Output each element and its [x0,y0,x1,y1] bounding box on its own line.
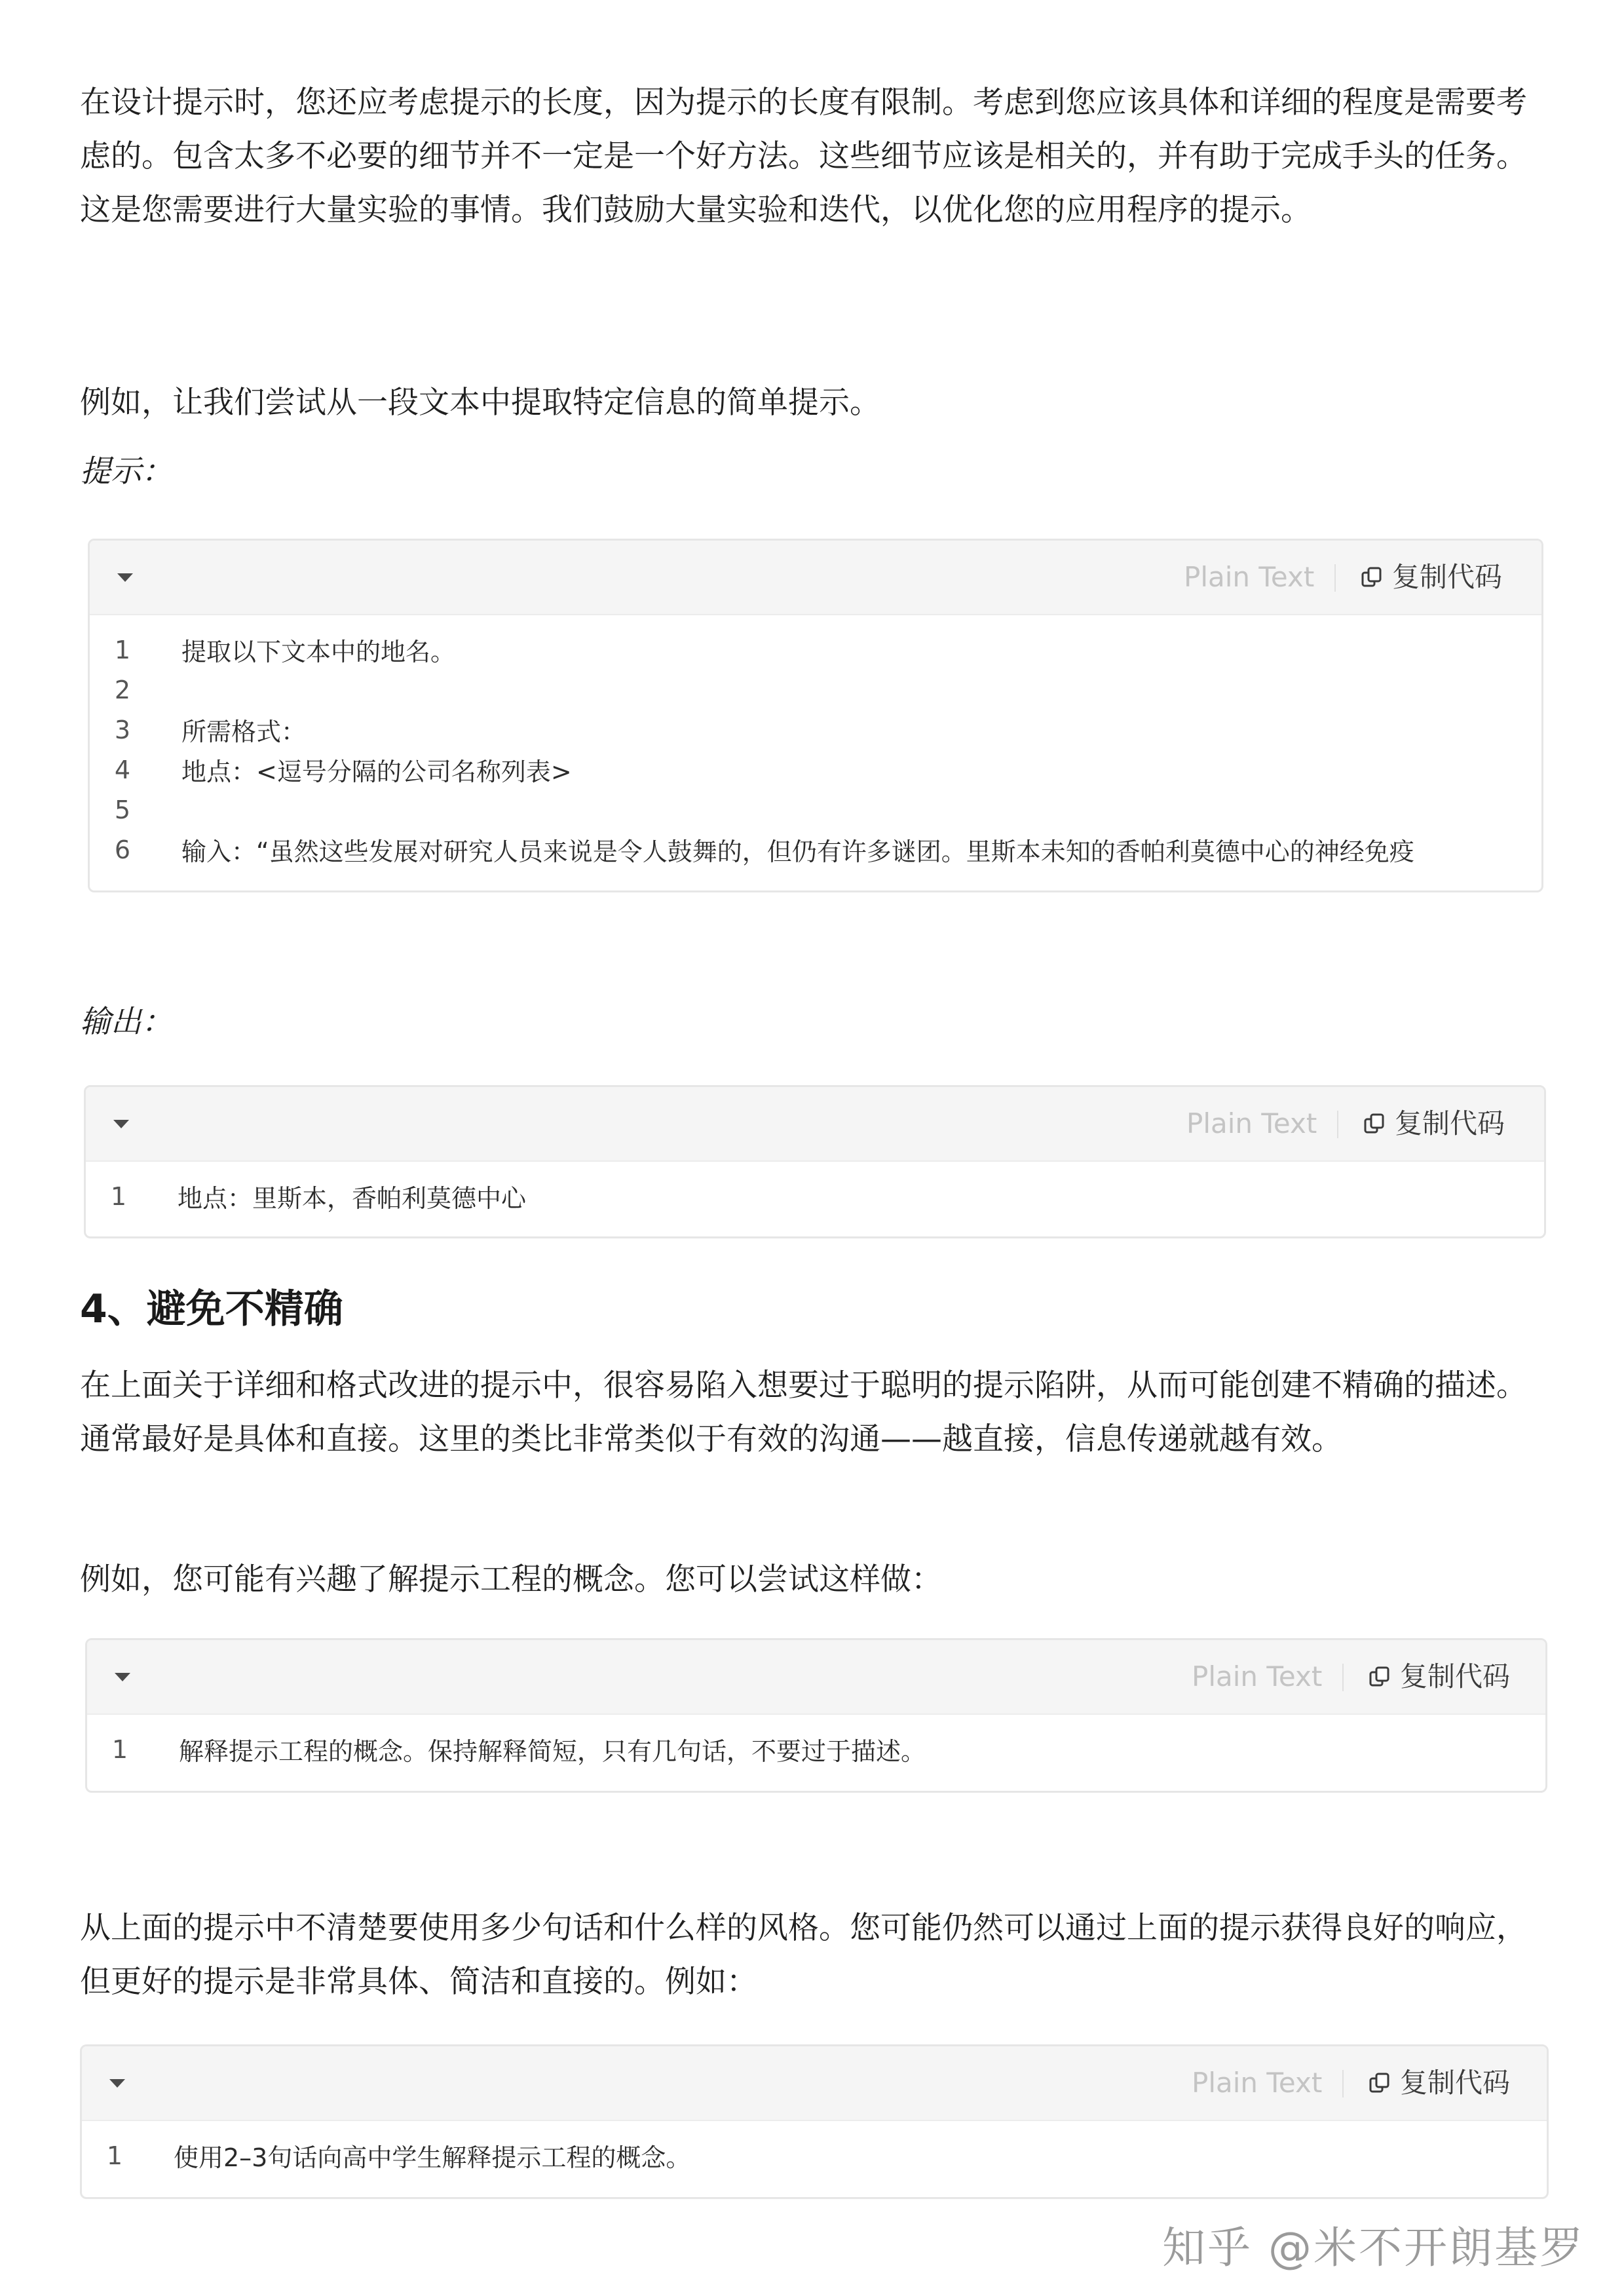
watermark: 知乎 @米不开朗基罗 [1162,2223,1585,2273]
line-number: 4 [114,755,131,784]
code-block-header [82,2046,1547,2121]
intro-paragraph: 在设计提示时，您还应考虑提示的长度，因为提示的长度有限制。考虑到您应该具体和详细的程度是需要考虑的。包含太多不必要的细节并不一定是一个好方法。这些细节应该是相关的，并有助于完成手头的任务。这是您需要进行大量实验的事情。我们鼓励大量实验和迭代，以优化您的应用程序的提示。 [80,85,1527,228]
section-heading: 4、避免不精确 [80,1286,343,1332]
code-language-label: Plain Text [1192,1660,1323,1693]
code-line-text: 提取以下文本中的地名。 [181,638,456,666]
line-number: 1 [110,1181,127,1211]
collapse-caret-icon[interactable] [117,573,133,582]
followup-paragraph: 从上面的提示中不清楚要使用多少句话和什么样的风格。您可能仍然可以通过上面的提示获得良好的响应，但更好的提示是非常具体、简洁和直接的。例如： [80,1910,1527,2000]
copy-icon [1361,566,1383,588]
header-divider [1337,1111,1338,1138]
line-number: 1 [114,635,131,664]
code-line [90,790,1541,830]
example-paragraph: 例如，让我们尝试从一段文本中提取特定信息的简单提示。 [80,385,880,421]
code-block-body [82,2121,1547,2175]
code-block-body [90,615,1541,870]
code-line-text: 地点：<逗号分隔的公司名称列表> [181,757,572,786]
code-block-body [87,1715,1545,1769]
code-line-text: 所需格式： [181,718,307,746]
code-line-text: 输入：“虽然这些发展对研究人员来说是令人鼓舞的，但仍有许多谜团。里斯本未知的香帕利莫德中心的神经免疫 [181,837,1414,866]
collapse-caret-icon[interactable] [113,1120,129,1128]
line-number: 6 [114,835,131,864]
code-block-prompt [88,539,1543,892]
section4-paragraph: 在上面关于详细和格式改进的提示中，很容易陷入想要过于聪明的提示陷阱，从而可能创建不精确的描述。通常最好是具体和直接。这里的类比非常类似于有效的沟通——越直接，信息传递就越有效。 [80,1368,1527,1457]
copy-icon [1363,1113,1386,1135]
copy-code-label: 复制代码 [1400,1660,1511,1693]
code-block-output [84,1085,1546,1238]
code-line [87,1729,1545,1769]
header-divider [1342,2070,1344,2097]
code-line-text: 地点：里斯本，香帕利莫德中心 [178,1184,527,1213]
code-block-header [90,541,1541,615]
code-language-label: Plain Text [1186,1107,1317,1139]
code-line [90,670,1541,710]
code-block-header [87,1640,1545,1715]
example2-paragraph: 例如，您可能有兴趣了解提示工程的概念。您可以尝试这样做： [80,1561,942,1598]
header-divider [1334,564,1336,592]
header-divider [1342,1664,1344,1691]
copy-icon [1369,2072,1391,2094]
code-language-label: Plain Text [1192,2067,1323,2099]
code-language-label: Plain Text [1184,561,1315,593]
code-line [86,1176,1544,1216]
copy-code-button[interactable] [1369,2065,1510,2101]
line-number: 5 [114,795,131,824]
output-label: 输出： [80,1004,172,1040]
copy-code-label: 复制代码 [1392,561,1503,593]
line-number: 2 [114,675,131,704]
copy-code-button[interactable] [1363,1105,1505,1142]
collapse-caret-icon[interactable] [115,1673,130,1681]
copy-code-label: 复制代码 [1400,2067,1511,2099]
code-line [90,710,1541,750]
copy-code-button[interactable] [1369,1658,1510,1695]
copy-icon [1369,1666,1391,1688]
line-number: 3 [114,715,131,744]
code-block-body [86,1162,1544,1216]
code-block-prompt3 [80,2044,1549,2199]
copy-code-label: 复制代码 [1395,1107,1505,1139]
line-number: 1 [111,1734,128,1764]
code-line-text: 解释提示工程的概念。保持解释简短，只有几句话，不要过于描述。 [179,1737,926,1766]
code-block-prompt2 [85,1638,1547,1793]
line-number: 1 [106,2141,123,2170]
code-block-header [86,1087,1544,1162]
code-line [90,830,1541,870]
prompt-label: 提示： [80,453,172,489]
copy-code-button[interactable] [1361,559,1502,596]
code-line [90,630,1541,670]
code-line [90,750,1541,790]
collapse-caret-icon[interactable] [109,2079,125,2088]
code-line-text: 使用2–3句话向高中学生解释提示工程的概念。 [174,2143,691,2172]
code-line [82,2135,1547,2175]
